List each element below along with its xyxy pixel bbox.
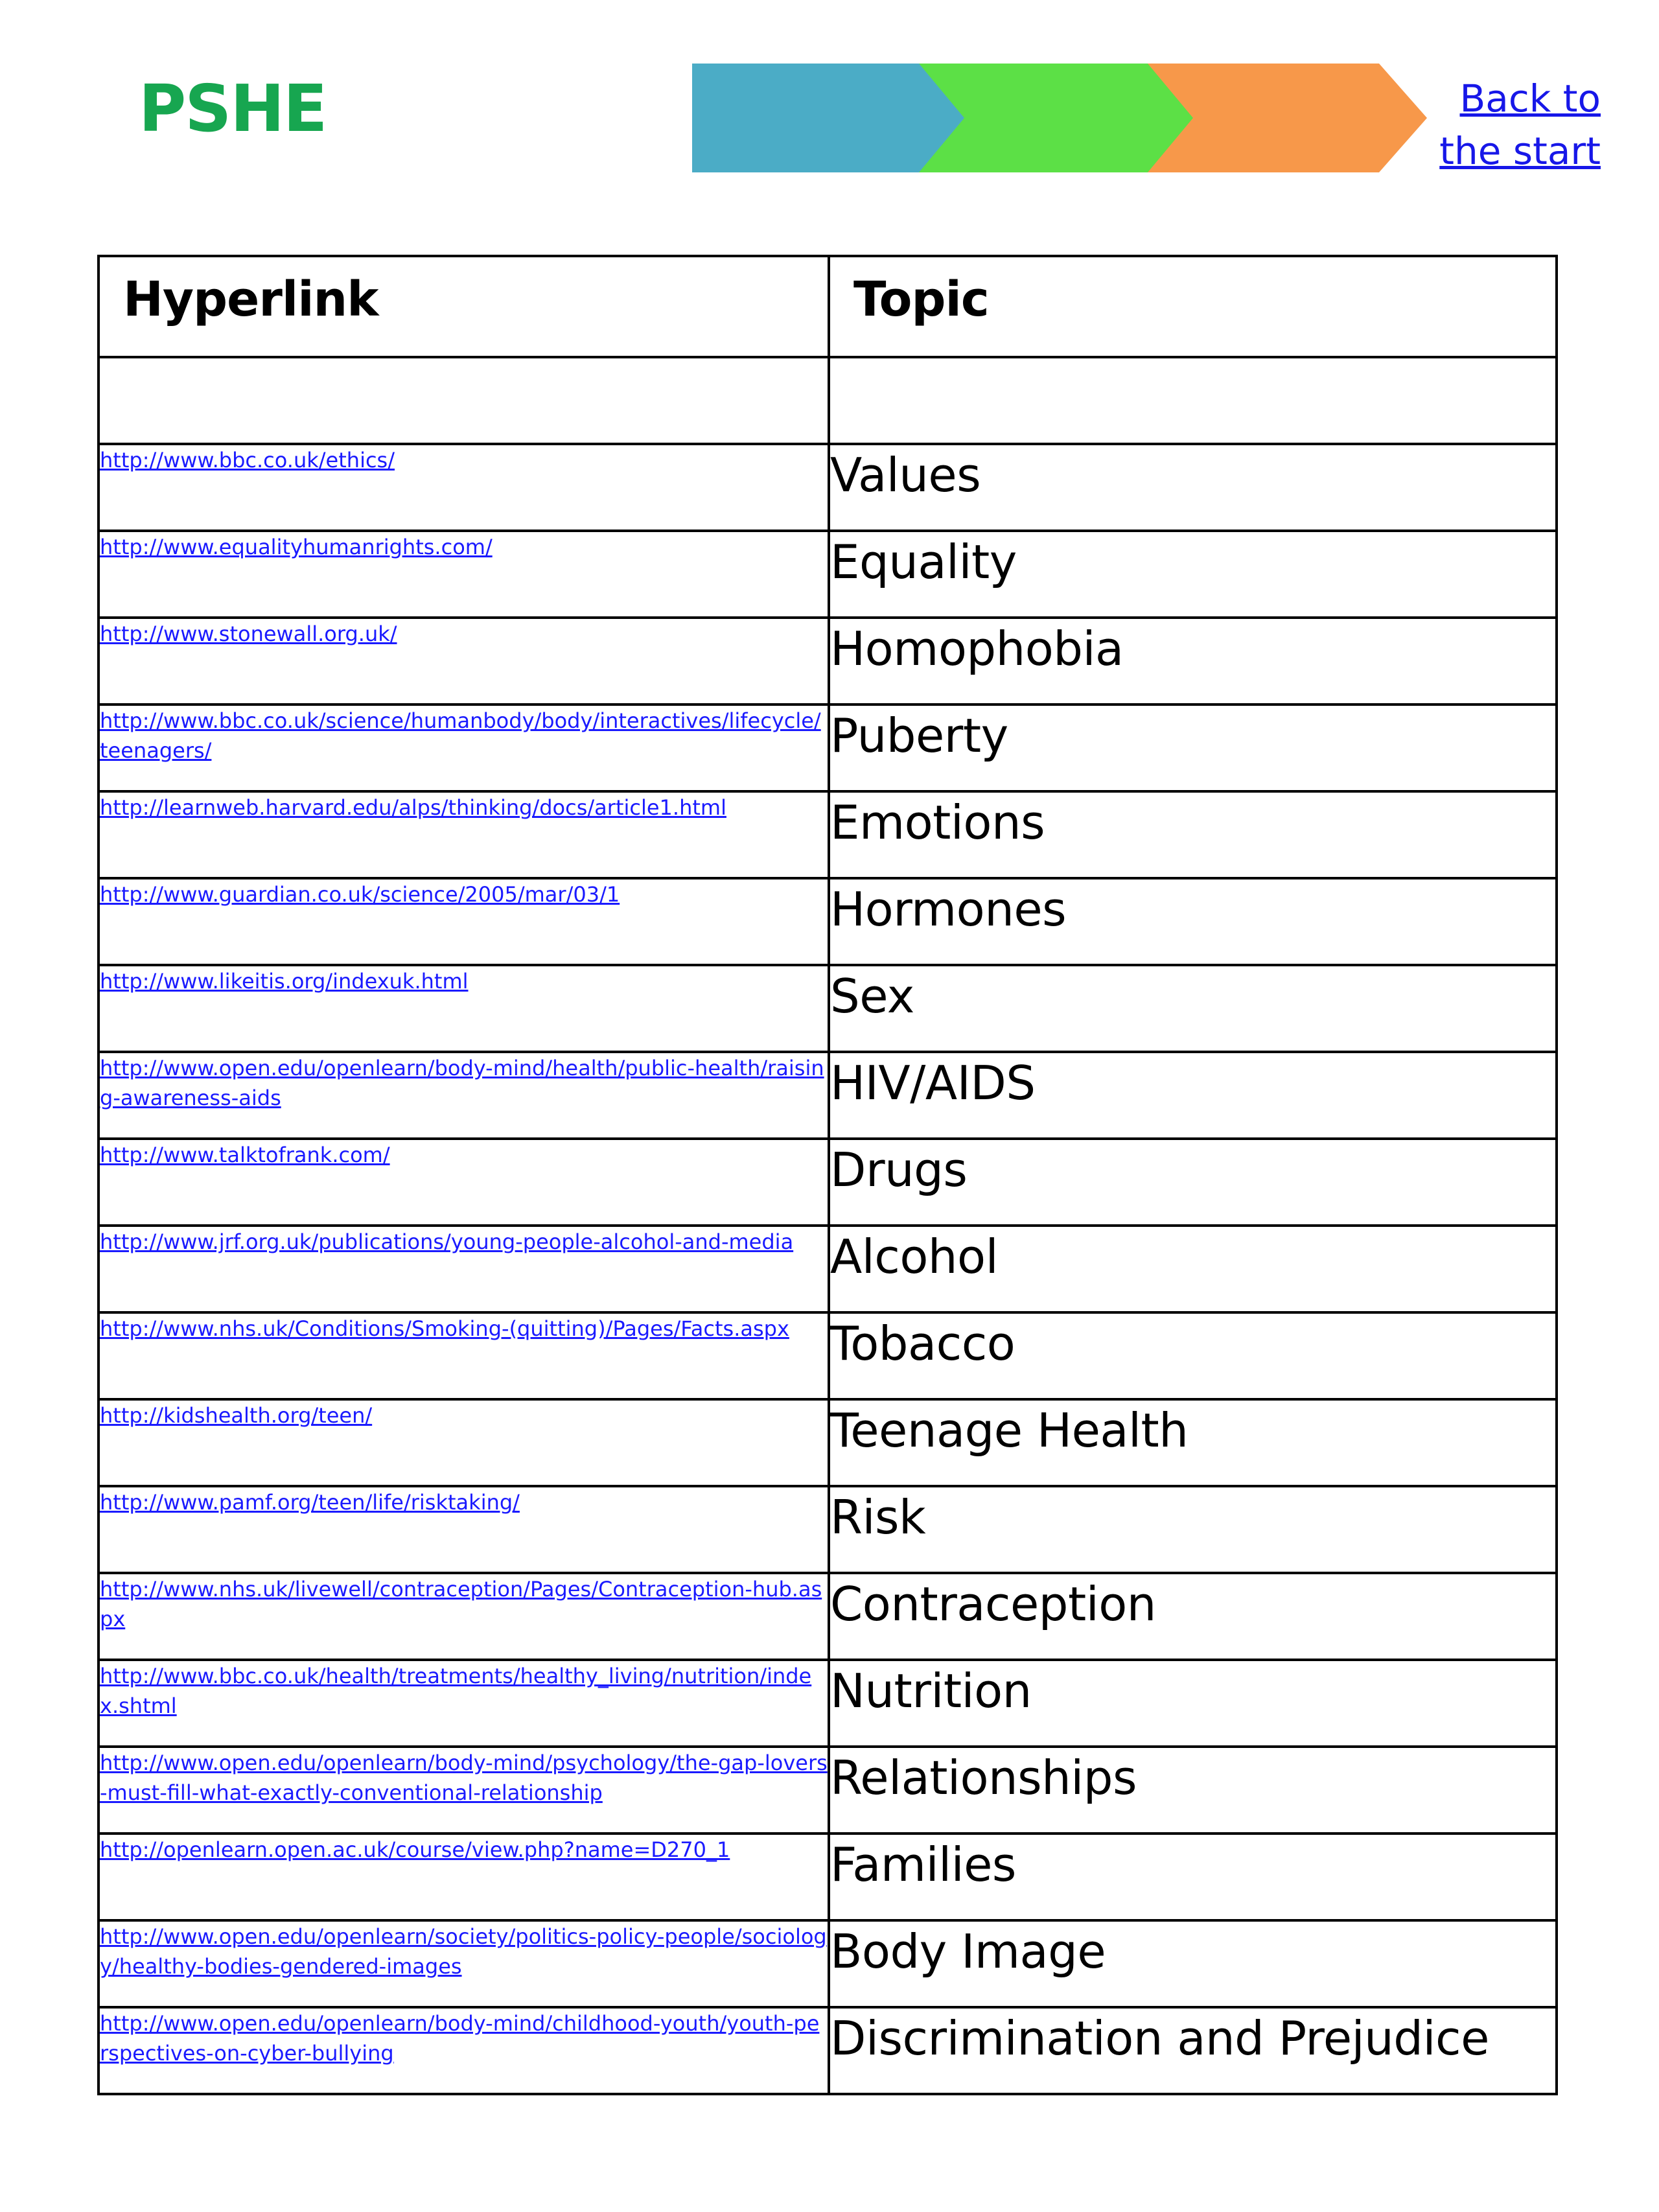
- table-row: [99, 878, 1557, 965]
- hyperlink-cell: [99, 704, 829, 791]
- topic-cell: Drugs: [829, 1139, 1557, 1226]
- column-header-topic: Topic: [829, 256, 1557, 357]
- topic-cell: Homophobia: [829, 618, 1557, 704]
- hyperlink-cell: [99, 1052, 829, 1139]
- back-link-line-2: the start: [1439, 129, 1601, 173]
- topic-cell: Alcohol: [829, 1226, 1557, 1312]
- topic-cell: Body Image: [829, 1920, 1557, 2007]
- table-row: [99, 2007, 1557, 2094]
- topic-cell: Tobacco: [829, 1312, 1557, 1399]
- topic-cell: Values: [829, 444, 1557, 531]
- resource-link[interactable]: http://www.open.edu/openlearn/body-mind/psychology/the-gap-lovers-must-fill-what-exactly-conventional-relationship: [100, 1751, 828, 1805]
- table-row: [99, 704, 1557, 791]
- table-row: [99, 1486, 1557, 1573]
- table-row: [99, 1834, 1557, 1920]
- hyperlink-cell: [99, 1139, 829, 1226]
- resource-link[interactable]: http://www.likeitis.org/indexuk.html: [100, 969, 469, 994]
- resource-link[interactable]: http://www.stonewall.org.uk/: [100, 622, 397, 646]
- resource-link[interactable]: http://www.guardian.co.uk/science/2005/mar/03/1: [100, 882, 620, 907]
- hyperlink-cell: [99, 791, 829, 878]
- column-header-hyperlink: Hyperlink: [99, 256, 829, 357]
- topic-cell: Families: [829, 1834, 1557, 1920]
- hyperlink-cell: [99, 965, 829, 1052]
- process-arrows-graphic: [692, 64, 1427, 172]
- hyperlink-cell: [99, 1399, 829, 1486]
- hyperlink-cell: [99, 357, 829, 444]
- table-row: [99, 965, 1557, 1052]
- topic-cell: Teenage Health: [829, 1399, 1557, 1486]
- table-row: [99, 1052, 1557, 1139]
- topic-cell: Risk: [829, 1486, 1557, 1573]
- back-link-line-1: Back to: [1459, 76, 1601, 121]
- table-row: [99, 791, 1557, 878]
- topic-cell: Puberty: [829, 704, 1557, 791]
- resource-link[interactable]: http://openlearn.open.ac.uk/course/view.php?name=D270_1: [100, 1837, 730, 1862]
- resource-link[interactable]: http://www.open.edu/openlearn/body-mind/health/public-health/raising-awareness-aids: [100, 1056, 824, 1110]
- page-title: PSHE: [139, 71, 327, 146]
- table-row: [99, 531, 1557, 618]
- topic-cell: Emotions: [829, 791, 1557, 878]
- hyperlink-cell: [99, 1573, 829, 1660]
- resource-link[interactable]: http://www.bbc.co.uk/health/treatments/healthy_living/nutrition/index.shtml: [100, 1664, 812, 1718]
- table-row: [99, 1920, 1557, 2007]
- hyperlink-cell: [99, 2007, 829, 2094]
- table-row: [99, 1312, 1557, 1399]
- resource-link[interactable]: http://www.nhs.uk/livewell/contraception/Pages/Contraception-hub.aspx: [100, 1577, 822, 1631]
- topic-cell: [829, 357, 1557, 444]
- hyperlink-cell: [99, 1920, 829, 2007]
- hyperlink-cell: [99, 1312, 829, 1399]
- hyperlink-cell: [99, 1834, 829, 1920]
- resource-table: [97, 255, 1558, 2095]
- resource-table-container: [97, 255, 1555, 2095]
- table-row: [99, 1399, 1557, 1486]
- hyperlink-cell: [99, 1747, 829, 1834]
- table-header-row: [99, 256, 1557, 357]
- table-row: [99, 357, 1557, 444]
- table-row: [99, 1660, 1557, 1747]
- resource-link[interactable]: http://www.bbc.co.uk/science/humanbody/body/interactives/lifecycle/teenagers/: [100, 708, 821, 763]
- topic-cell: Equality: [829, 531, 1557, 618]
- resource-link[interactable]: http://www.equalityhumanrights.com/: [100, 535, 493, 559]
- resource-link[interactable]: http://www.nhs.uk/Conditions/Smoking-(quitting)/Pages/Facts.aspx: [100, 1316, 789, 1341]
- hyperlink-cell: [99, 1660, 829, 1747]
- table-row: [99, 618, 1557, 704]
- chevron-1: [692, 64, 972, 172]
- resource-link[interactable]: http://kidshealth.org/teen/: [100, 1403, 373, 1428]
- topic-cell: Nutrition: [829, 1660, 1557, 1747]
- table-row: [99, 1747, 1557, 1834]
- hyperlink-cell: [99, 531, 829, 618]
- hyperlink-cell: [99, 1226, 829, 1312]
- hyperlink-cell: [99, 1486, 829, 1573]
- table-row: [99, 1139, 1557, 1226]
- topic-cell: Discrimination and Prejudice: [829, 2007, 1557, 2094]
- back-to-start-link[interactable]: [1387, 73, 1601, 178]
- topic-cell: HIV/AIDS: [829, 1052, 1557, 1139]
- table-row: [99, 1573, 1557, 1660]
- hyperlink-cell: [99, 444, 829, 531]
- hyperlink-cell: [99, 618, 829, 704]
- table-row: [99, 444, 1557, 531]
- hyperlink-cell: [99, 878, 829, 965]
- topic-cell: Hormones: [829, 878, 1557, 965]
- resource-link[interactable]: http://www.bbc.co.uk/ethics/: [100, 448, 395, 472]
- resource-link[interactable]: http://www.pamf.org/teen/life/risktaking/: [100, 1490, 520, 1515]
- topic-cell: Contraception: [829, 1573, 1557, 1660]
- table-body: [99, 357, 1557, 2094]
- table-row: [99, 1226, 1557, 1312]
- resource-link[interactable]: http://www.jrf.org.uk/publications/young-people-alcohol-and-media: [100, 1229, 794, 1254]
- topic-cell: Sex: [829, 965, 1557, 1052]
- resource-link[interactable]: http://learnweb.harvard.edu/alps/thinking/docs/article1.html: [100, 795, 726, 820]
- resource-link[interactable]: http://www.talktofrank.com/: [100, 1143, 390, 1167]
- resource-link[interactable]: http://www.open.edu/openlearn/society/politics-policy-people/sociology/healthy-bodies-gendered-images: [100, 1924, 827, 1979]
- topic-cell: Relationships: [829, 1747, 1557, 1834]
- resource-link[interactable]: http://www.open.edu/openlearn/body-mind/childhood-youth/youth-perspectives-on-cyber-bullying: [100, 2011, 820, 2066]
